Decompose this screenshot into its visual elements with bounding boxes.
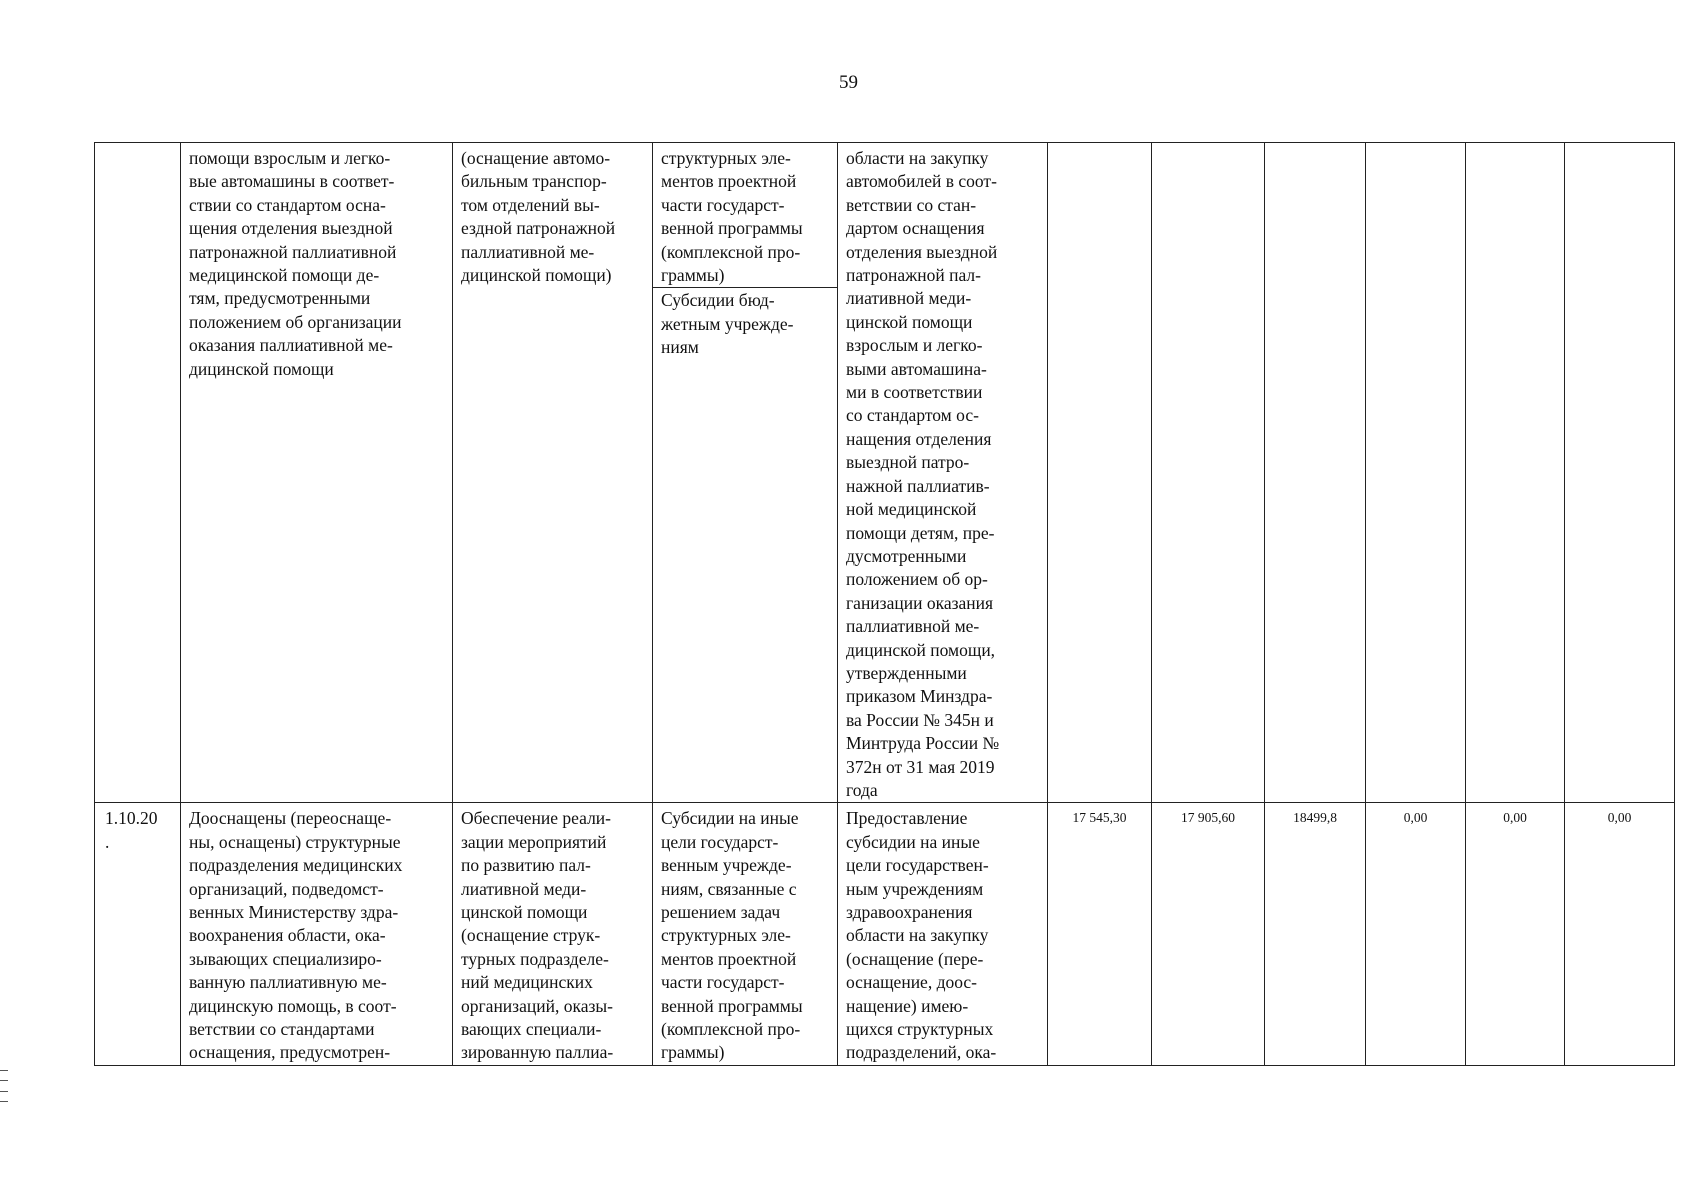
value-cell: 0,00 xyxy=(1366,803,1466,1065)
value-cell: 18499,8 xyxy=(1265,803,1366,1065)
value-cell: 0,00 xyxy=(1565,803,1675,1065)
value-cell xyxy=(1265,143,1366,803)
scan-edge-mark xyxy=(0,1070,8,1102)
page-number: 59 xyxy=(839,72,858,93)
budget-measures-table xyxy=(94,142,1675,1066)
value-cell xyxy=(1048,143,1152,803)
row-purpose-cell: (оснащение автомо- бильным транспор- том отделений вы- ездной патронажной паллиативной ме- дицинской помощи) xyxy=(453,143,653,803)
funding-text-top: структурных эле- ментов проектной части государст- венной программы (комплексной про- граммы) xyxy=(661,148,803,286)
row-measure-cell: Предоставление субсидии на иные цели государствен- ным учреждениям здравоохранения области на закупку (оснащение (пере- оснащение, доос- нащение) имею- щихся структурных подразделений, ока- xyxy=(838,803,1048,1065)
row-funding-cell: Субсидии на иные цели государст- венным учрежде- ниям, связанные с решением задач структурных эле- ментов проектной части государст- венной программы (комплексной про- граммы) xyxy=(653,803,838,1065)
table-row xyxy=(95,143,1675,803)
funding-text-bottom: Субсидии бюд- жетным учрежде- ниям xyxy=(653,287,837,359)
value-cell xyxy=(1366,143,1466,803)
row-description-cell: помощи взрослым и легко- вые автомашины в соответ- ствии со стандартом осна- щения отделения выездной патронажной паллиативной медицинской помощи де- тям, предусмотренными положением об организации оказания паллиативной ме- дицинской помощи xyxy=(181,143,453,803)
row-purpose-cell: Обеспечение реали- зации мероприятий по развитию пал- лиативной меди- цинской помощи (оснащение струк- турных подразделе- ний медицинских организаций, оказы- вающих специали- зированную паллиа- xyxy=(453,803,653,1065)
value-cell xyxy=(1565,143,1675,803)
value-cell: 17 905,60 xyxy=(1152,803,1265,1065)
row-description-cell: Дооснащены (переоснаще- ны, оснащены) структурные подразделения медицинских организаций, подведомст- венных Министерству здра- воохранения области, ока- зывающих специализиро- ванную паллиативную ме- дицинскую помощь, в соот- ветствии со стандартами оснащения, предусмотрен- xyxy=(181,803,453,1065)
value-cell: 0,00 xyxy=(1466,803,1565,1065)
row-funding-cell xyxy=(653,143,838,803)
row-code-cell xyxy=(95,143,181,803)
table-row xyxy=(95,803,1675,1065)
value-cell: 17 545,30 xyxy=(1048,803,1152,1065)
value-cell xyxy=(1152,143,1265,803)
row-code-cell: 1.10.20 . xyxy=(95,803,181,1065)
row-measure-cell: области на закупку автомобилей в соот- ветствии со стан- дартом оснащения отделения выездной патронажной пал- лиативной меди- цинской помощи взрослым и легко- выми автомашина- ми в соответствии со стандартом ос- нащения отделения выездной патро- нажной паллиатив- ной медицинской помощи детям, пре- дусмотренными положением об ор- ганизации оказания паллиативной ме- дицинской помощи, утвержденными приказом Минздра- ва России № 345н и Минтруда России № 372н от 31 мая 2019 года xyxy=(838,143,1048,803)
value-cell xyxy=(1466,143,1565,803)
